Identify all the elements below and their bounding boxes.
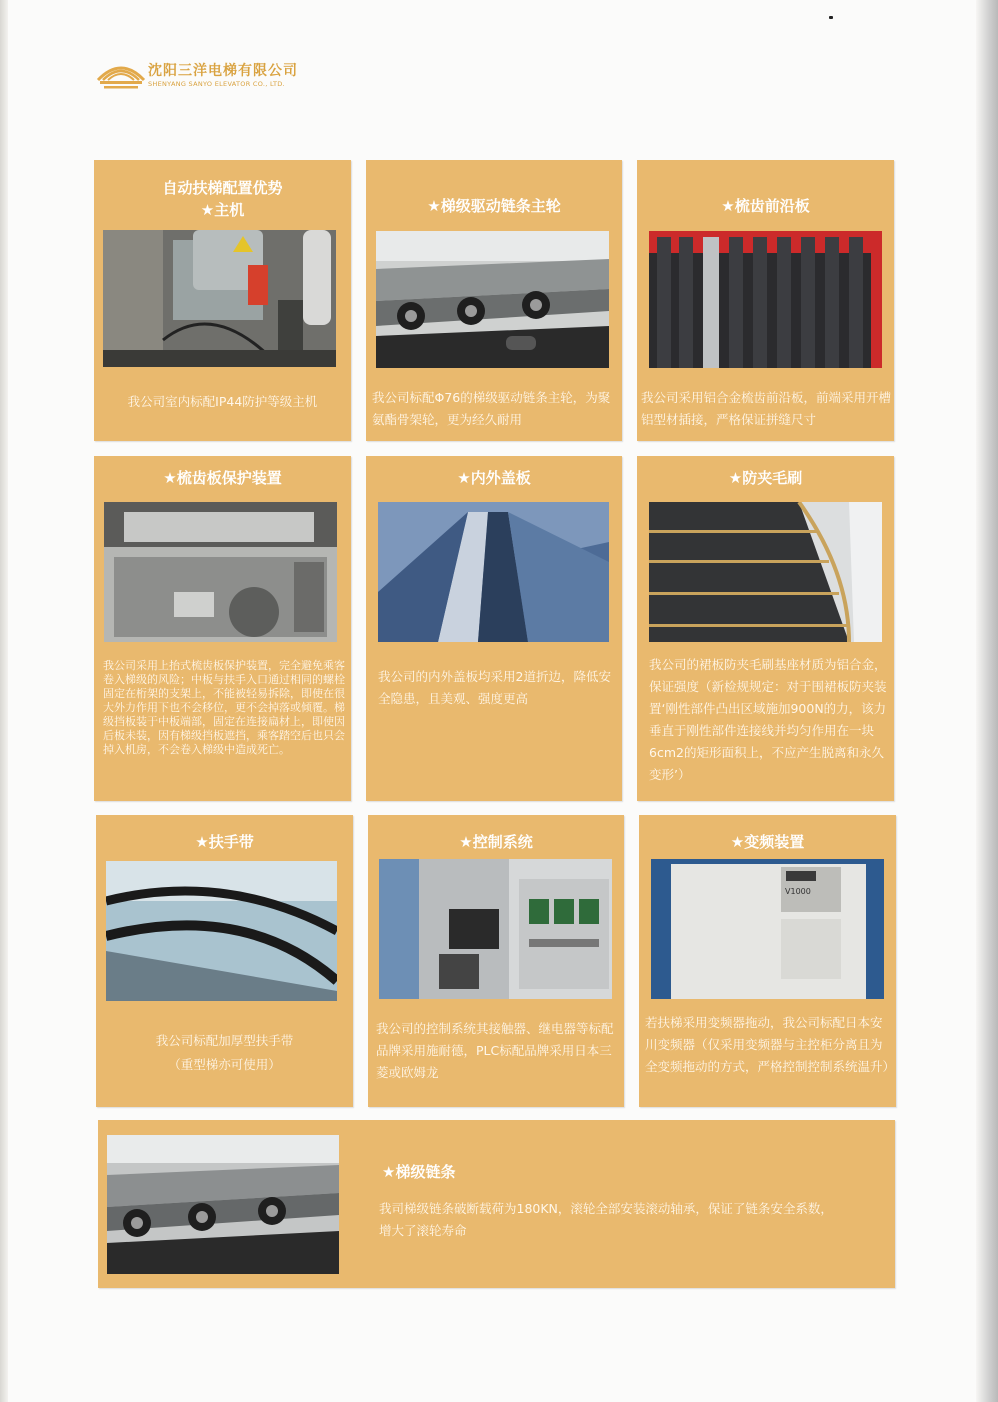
- panel-text: 我公司的控制系统其接触器、继电器等标配品牌采用施耐德，PLC标配品牌采用日本三菱或欧姆龙: [376, 1021, 614, 1080]
- print-speck: [829, 16, 833, 19]
- panel-text: 我公司标配Φ76的梯级驱动链条主轮，为聚氨酯骨架轮，更为经久耐用: [372, 390, 611, 427]
- section-heading: 自动扶梯配置优势: [162, 179, 283, 197]
- panel-title: ★主机: [200, 201, 245, 219]
- panel-drive-chain-wheel: [366, 160, 622, 441]
- anti-pinch-brush-photo: [649, 502, 882, 642]
- panel-step-chain: [98, 1120, 895, 1288]
- panel-text: 我公司的裙板防夹毛刷基座材质为铝合金，保证强度（新检规规定：对于围裙板防夹装置‘刚性部件凸出区域施加900N的力，该力垂直于刚性部件连接线并均匀作用在一块6cm2的矩形面积上，不应产生脱离和永久变形’）: [649, 657, 887, 782]
- panel-title: ★控制系统: [459, 833, 533, 851]
- panel-text: 我司梯级链条破断载荷为180KN，滚轮全部安装滚动轴承，保证了链条安全系数，增大了滚轮寿命: [379, 1201, 833, 1238]
- panel-title: ★扶手带: [195, 833, 254, 851]
- panel-comb-protection: [94, 456, 351, 801]
- panel-inverter: [639, 815, 896, 1107]
- panel-main-motor: [94, 160, 351, 441]
- panel-text: 我公司采用上抬式梳齿板保护装置，完全避免乘客卷入梯级的风险；中板与扶手入口通过相同的螺栓固定在桁架的支架上，不能被轻易拆除，即使在很大外力作用下也不会移位，更不会掉落或倾覆。梯级挡板装于中板端部，固定在连接扁材上，即使因后板未装，因有梯级挡板遮挡，乘客踏空后也只会掉入机房，不会卷入梯级中造成死亡。: [103, 659, 345, 756]
- panel-text: 我公司采用铝合金梳齿前沿板，前端采用开槽铝型材插接，严格保证拼缝尺寸: [641, 390, 892, 427]
- panel-title: ★梳齿板保护装置: [163, 469, 282, 487]
- inverter-model-label: V1000: [785, 887, 811, 896]
- page-edge: [0, 0, 8, 1402]
- panel-title: ★梯级链条: [382, 1163, 456, 1181]
- company-name-en: SHENYANG SANYO ELEVATOR CO., LTD.: [148, 80, 285, 88]
- panel-text: 我公司的内外盖板均采用2道折边，降低安全隐患，且美观、强度更高: [378, 669, 611, 706]
- page-edge: [976, 0, 998, 1402]
- cover-plate-photo: [378, 502, 609, 642]
- panel-text-note: （重型梯亦可使用）: [168, 1057, 281, 1072]
- comb-protection-photo: [104, 502, 337, 642]
- panel-title: ★内外盖板: [457, 469, 531, 487]
- panel-title: ★梯级驱动链条主轮: [427, 197, 561, 215]
- control-cabinet-photo: [379, 859, 612, 999]
- handrail-photo: [106, 861, 337, 1001]
- inverter-photo: [651, 859, 884, 999]
- company-logo: [96, 56, 336, 96]
- panel-anti-pinch-brush: [637, 456, 894, 801]
- panel-cover-plate: [366, 456, 622, 801]
- panel-comb-plate: [637, 160, 894, 441]
- panel-title: ★梳齿前沿板: [721, 197, 810, 215]
- panel-text: 我公司室内标配IP44防护等级主机: [127, 394, 318, 409]
- comb-plate-photo: [649, 231, 882, 368]
- panel-title: ★变频装置: [730, 833, 805, 851]
- panel-text: 我公司标配加厚型扶手带: [155, 1033, 294, 1048]
- motor-photo: [103, 230, 336, 367]
- panel-handrail: [96, 815, 353, 1107]
- panel-control-system: [368, 815, 624, 1107]
- panel-text: 若扶梯采用变频器拖动，我公司标配日本安川变频器（仅采用变频器与主控柜分离且为全变频拖动的方式，严格控制控制系统温升）: [645, 1015, 896, 1074]
- step-chain-photo: [107, 1135, 339, 1274]
- drive-chain-wheel-photo: [376, 231, 609, 368]
- company-name-cn: 沈阳三洋电梯有限公司: [148, 63, 298, 79]
- sanyo-logo-icon: [96, 56, 146, 92]
- panel-title: ★防夹毛刷: [728, 469, 803, 487]
